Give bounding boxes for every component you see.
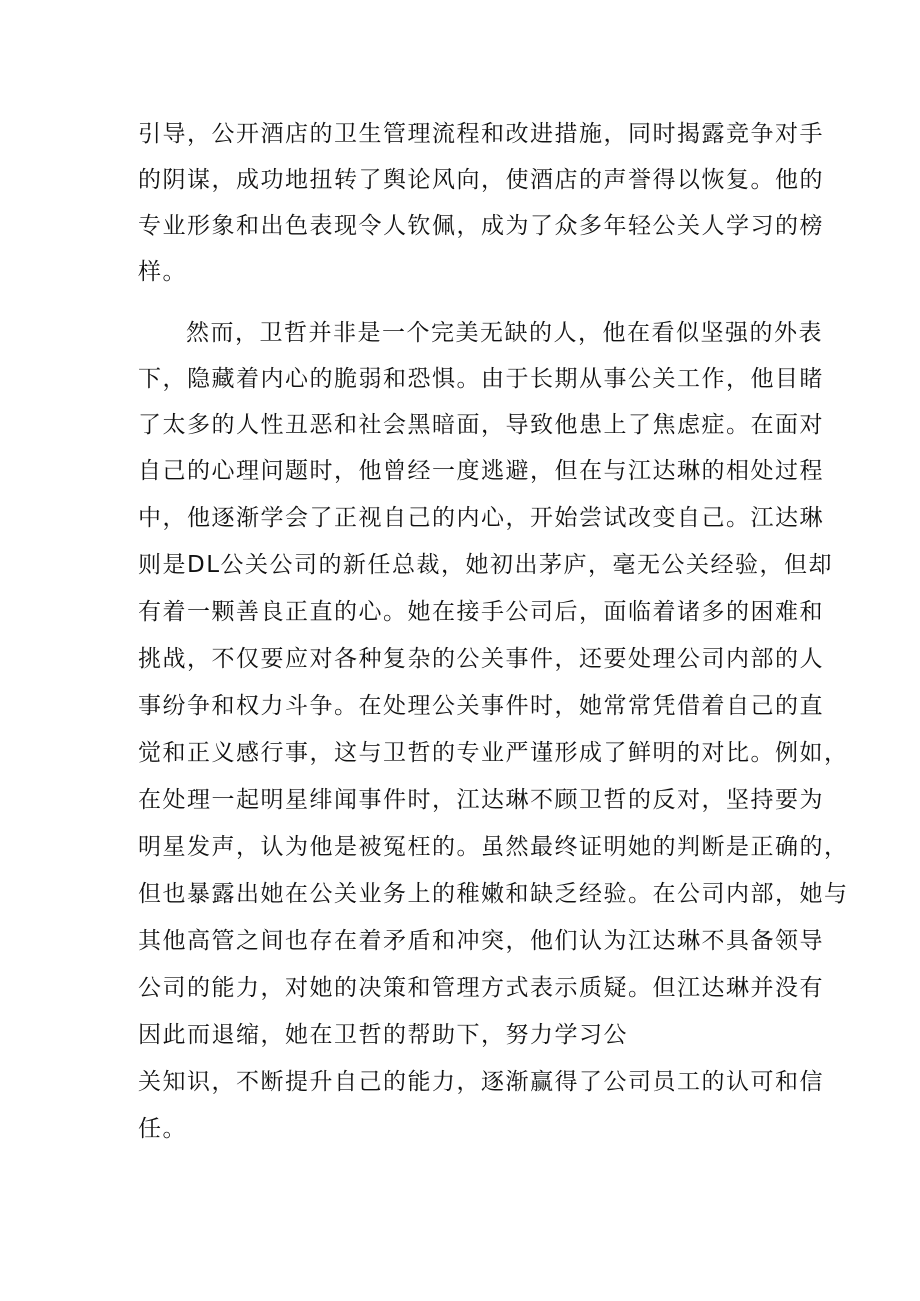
text-line: 则是DL公关公司的新任总裁，她初出茅庐，毫无公关经验，但却: [138, 552, 834, 578]
text-line: 自己的心理问题时，他曾经一度逃避，但在与江达琳的相处过程: [138, 458, 824, 484]
text-line: 公司的能力，对她的决策和管理方式表示质疑。但江达琳并没有: [138, 975, 824, 1001]
text-line: 因此而退缩，她在卫哲的帮助下，努力学习公: [138, 1022, 628, 1048]
text-line: 觉和正义感行事，这与卫哲的专业严谨形成了鲜明的对比。例如，: [138, 740, 849, 766]
text-line: 关知识，不断提升自己的能力，逐渐赢得了公司员工的认可和信: [138, 1069, 824, 1095]
text-line: 样。: [138, 259, 187, 285]
paragraph-first-line: 然而，卫哲并非是一个完美无缺的人，他在看似坚强的外表: [186, 320, 823, 346]
text-line: 其他高管之间也存在着矛盾和冲突，他们认为江达琳不具备领导: [138, 928, 824, 954]
text-line: 有着一颗善良正直的心。她在接手公司后，面临着诸多的困难和: [138, 599, 824, 625]
text-line: 明星发声，认为他是被冤枉的。虽然最终证明她的判断是正确的，: [138, 834, 849, 860]
text-line: 在处理一起明星绯闻事件时，江达琳不顾卫哲的反对，坚持要为: [138, 787, 824, 813]
text-line: 引导，公开酒店的卫生管理流程和改进措施，同时揭露竞争对手: [138, 121, 824, 147]
text-line: 的阴谋，成功地扭转了舆论风向，使酒店的声誉得以恢复。他的: [138, 167, 824, 193]
text-line: 任。: [138, 1116, 187, 1142]
text-line: 但也暴露出她在公关业务上的稚嫩和缺乏经验。在公司内部，她与: [138, 881, 849, 907]
text-line: 专业形象和出色表现令人钦佩，成为了众多年轻公关人学习的榜: [138, 213, 824, 239]
text-line: 事纷争和权力斗争。在处理公关事件时，她常常凭借着自己的直: [138, 693, 824, 719]
text-line: 中，他逐渐学会了正视自己的内心，开始尝试改变自己。江达琳: [138, 505, 824, 531]
text-line: 挑战，不仅要应对各种复杂的公关事件，还要处理公司内部的人: [138, 646, 824, 672]
text-line: 了太多的人性丑恶和社会黑暗面，导致他患上了焦虑症。在面对: [138, 412, 824, 438]
text-line: 下，隐藏着内心的脆弱和恐惧。由于长期从事公关工作，他目睹: [138, 366, 824, 392]
